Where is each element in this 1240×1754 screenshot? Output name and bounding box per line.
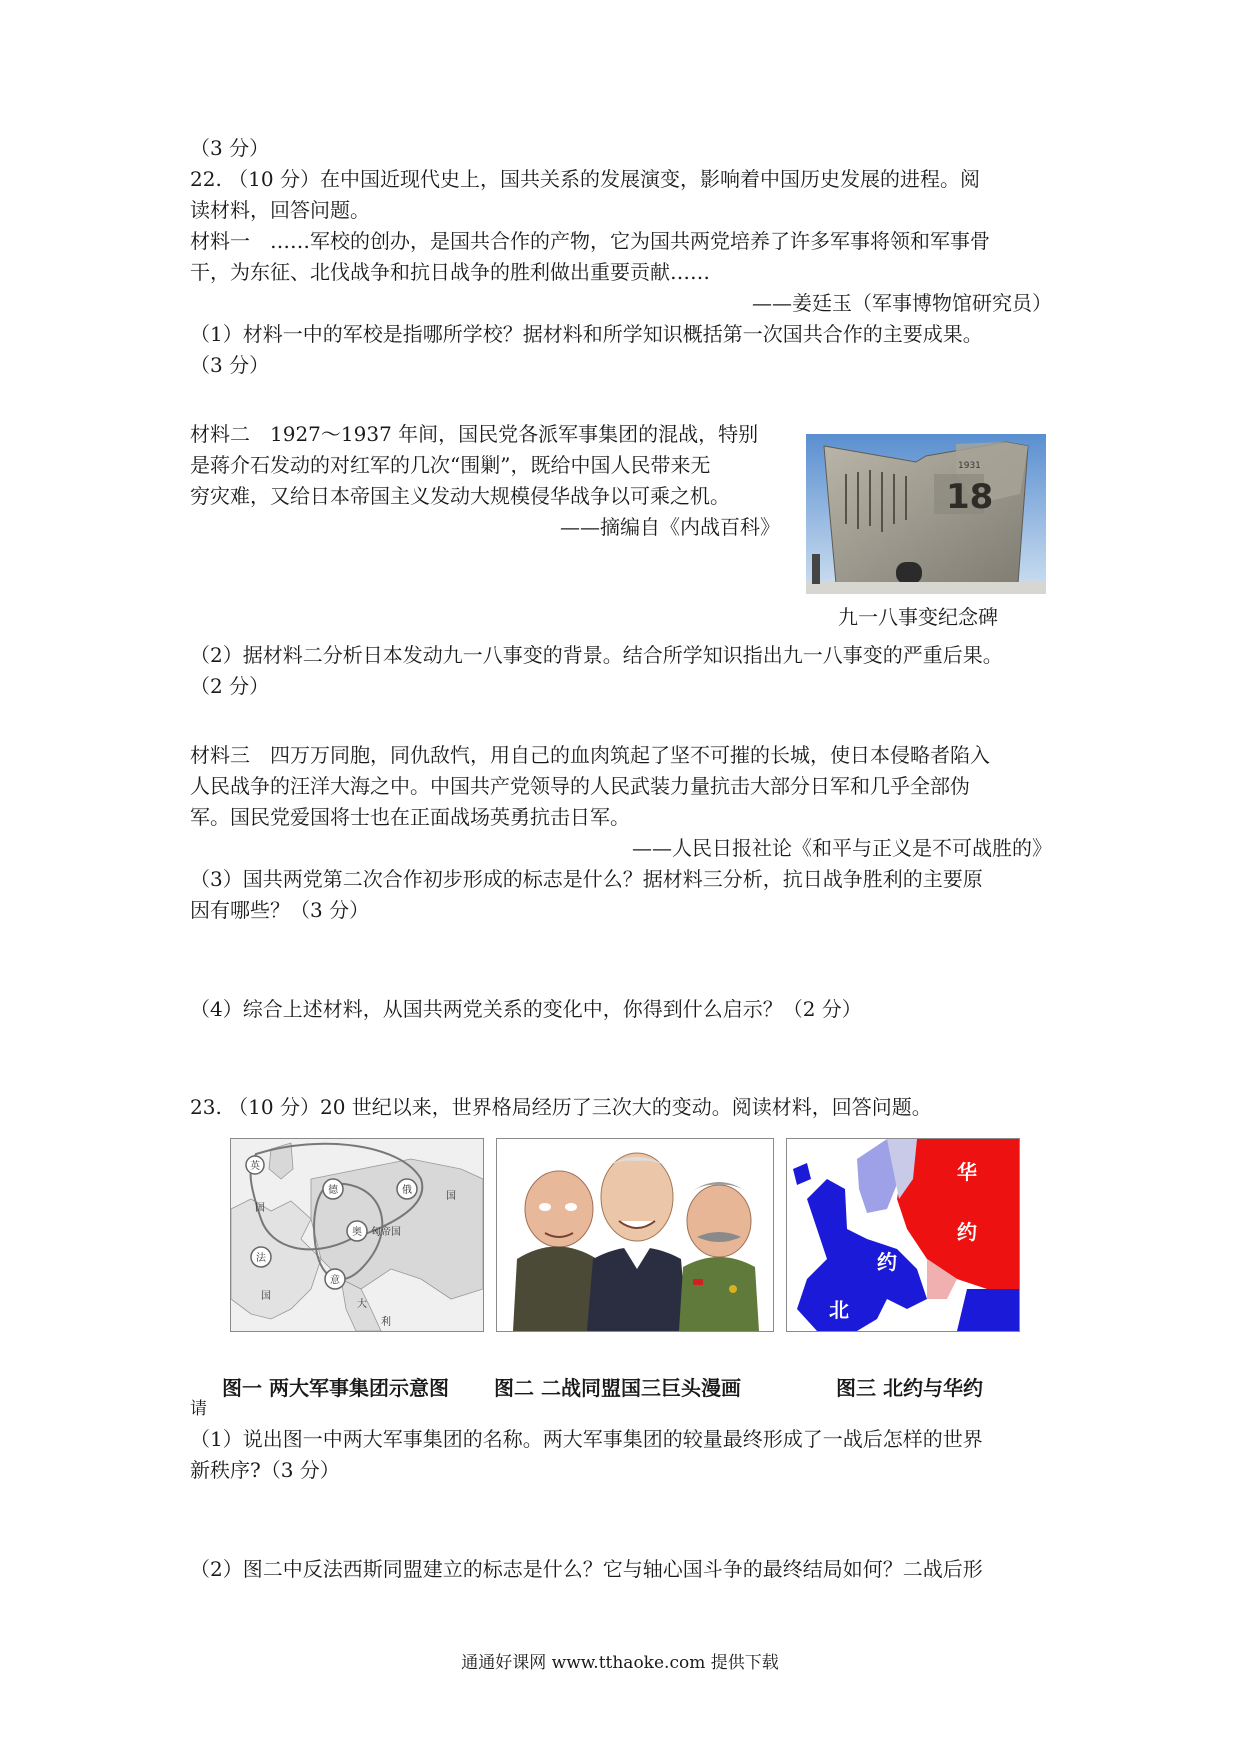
material-1-text: 干，为东征、北伐战争和抗日战争的胜利做出重要贡献…… [190, 260, 710, 284]
question-22-2: （2）据材料二分析日本发动九一八事变的背景。结合所学知识指出九一八事变的严重后果。 [190, 643, 1003, 667]
monument-photo [806, 434, 1046, 594]
text-line: 新秩序?（3 分） [190, 1458, 340, 1482]
question-22-4: （4）综合上述材料，从国共两党关系的变化中，你得到什么启示？（2 分） [190, 997, 862, 1021]
map-label: 国 [255, 1203, 265, 1214]
figure-2-cartoon [496, 1138, 774, 1332]
map-label: 法 [256, 1253, 266, 1264]
monument-caption: 九一八事变纪念碑 [838, 605, 998, 629]
material-1-source: ——姜廷玉（军事博物馆研究员） [752, 291, 1052, 315]
material-2-text: 是蒋介石发动的对红军的几次“围剿”，既给中国人民带来无 [190, 453, 711, 477]
figure-3-caption: 图三 北约与华约 [836, 1376, 983, 1400]
material-3-text: 军。国民党爱国将士也在正面战场英勇抗击日军。 [190, 805, 630, 829]
map-label: 约 [957, 1220, 977, 1244]
map-label: 英 [250, 1161, 260, 1172]
question-23-1: （1）说出图一中两大军事集团的名称。两大军事集团的较量最终形成了一战后怎样的世界 [190, 1427, 983, 1451]
map-label: 德 [328, 1185, 338, 1196]
material-3-text: 材料三 四万万同胞，同仇敌忾，用自己的血肉筑起了坚不可摧的长城，使日本侵略者陷入 [190, 743, 990, 767]
question-22-3: （3）国共两党第二次合作初步形成的标志是什么？据材料三分析，抗日战争胜利的主要原 [190, 867, 983, 891]
material-1-text: 材料一 ……军校的创办，是国共合作的产物，它为国共两党培养了许多军事将领和军事骨 [190, 229, 990, 253]
text-line: 读材料，回答问题。 [190, 198, 370, 222]
figure-2-caption: 图二 二战同盟国三巨头漫画 [494, 1376, 741, 1400]
material-3-text: 人民战争的汪洋大海之中。中国共产党领导的人民武装力量抗击大部分日军和几乎全部伪 [190, 774, 970, 798]
page-footer: 通通好课网 www.tthaoke.com 提供下载 [461, 1653, 779, 1673]
text-line: 因有哪些？（3 分） [190, 898, 370, 922]
text-line: （3 分） [190, 353, 270, 377]
figure-3-map [786, 1138, 1020, 1332]
question-22-1: （1）材料一中的军校是指哪所学校？据材料和所学知识概括第一次国共合作的主要成果。 [190, 322, 983, 346]
map-label: 约 [877, 1250, 897, 1274]
figure-1-caption: 图一 两大军事集团示意图 [222, 1376, 449, 1400]
map-label: 意 [330, 1275, 340, 1286]
map-label: 大 [357, 1299, 367, 1310]
text-line: （3 分） [190, 136, 270, 160]
map-label: 华 [957, 1160, 977, 1184]
question-23-heading: 23. （10 分）20 世纪以来，世界格局经历了三次大的变动。阅读材料，回答问题。 [190, 1095, 932, 1119]
map-label: 北 [829, 1298, 849, 1322]
text-line: （2 分） [190, 674, 270, 698]
map-label: 匈帝国 [371, 1227, 401, 1238]
map-label: 利 [381, 1317, 391, 1328]
material-3-source: ——人民日报社论《和平与正义是不可战胜的》 [632, 836, 1052, 860]
map-label: 国 [446, 1191, 456, 1202]
map-label: 俄 [402, 1185, 412, 1196]
material-2-text: 材料二 1927～1937 年间，国民党各派军事集团的混战，特别 [190, 422, 759, 446]
question-22-heading: 22. （10 分）在中国近现代史上，国共关系的发展演变，影响着中国历史发展的进程。阅 [190, 167, 980, 191]
monument-number: 18 [946, 477, 994, 517]
question-23-2: （2）图二中反法西斯同盟建立的标志是什么？它与轴心国斗争的最终结局如何？二战后形 [190, 1557, 983, 1581]
map-label: 国 [261, 1291, 271, 1302]
stray-character: 请 [190, 1399, 207, 1419]
monument-year: 1931 [958, 461, 981, 471]
material-2-source: ——摘编自《内战百科》 [560, 515, 780, 539]
map-label: 奥 [352, 1227, 362, 1238]
material-2-text: 穷灾难，又给日本帝国主义发动大规模侵华战争以可乘之机。 [190, 484, 730, 508]
figure-1-map [230, 1138, 484, 1332]
